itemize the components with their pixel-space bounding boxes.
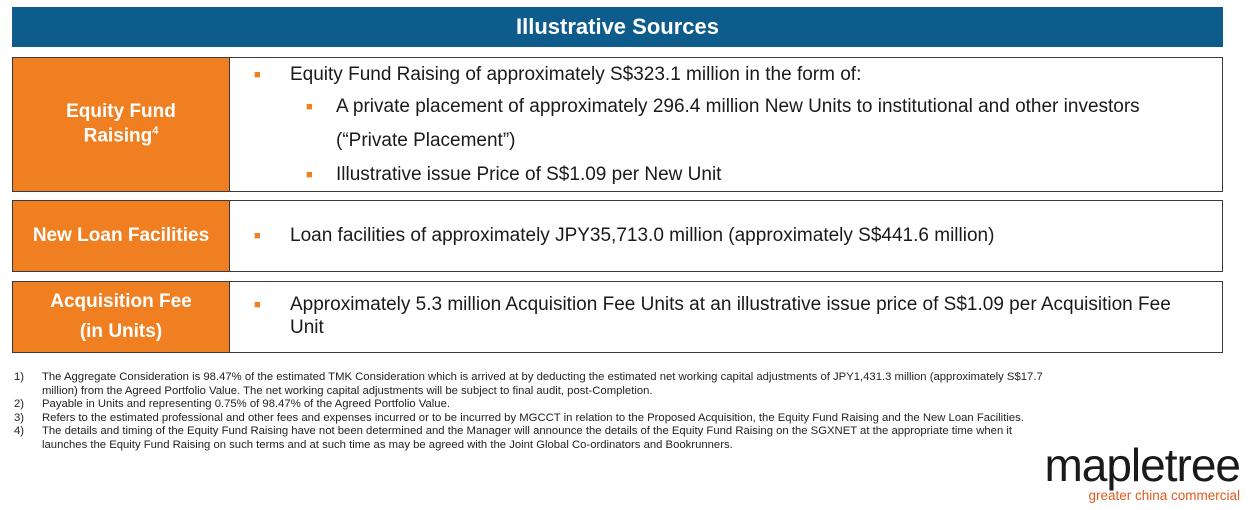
footnote-item xyxy=(14,425,1044,452)
footnote-text: The details and timing of the Equity Fund Raising have not been determined and the Manager will announce the details of the Equity Fund Raising on the SGXNET at the appropriate time when it launches the Equity Fund Raising on such terms and at such time as may be agreed with the Joint Global Co-ordinators and Bookrunners. xyxy=(42,425,1013,451)
sub-bullet-text: A private placement of approximately 296.4 million New Units to institutional and other investors xyxy=(336,96,1140,118)
label-line-1: Equity Fund xyxy=(66,100,176,122)
page-title: Illustrative Sources xyxy=(12,7,1223,47)
square-bullet-icon: ■ xyxy=(254,69,261,81)
label-line-2: (in Units) xyxy=(79,321,163,342)
acquisition-fee-label xyxy=(13,282,229,352)
acquisition-fee-row xyxy=(12,281,1223,353)
bullet-item xyxy=(252,64,1200,96)
label-line-1: Acquisition Fee xyxy=(50,290,192,312)
square-bullet-icon: ■ xyxy=(254,299,261,312)
bullet-spacer xyxy=(304,130,336,135)
bullet-item xyxy=(252,225,1200,247)
footnote-item xyxy=(14,371,1044,398)
new-loan-facilities-label xyxy=(13,201,229,271)
equity-fund-raising-row xyxy=(12,57,1223,192)
new-loan-facilities-row xyxy=(12,200,1223,272)
sub-bullet-continuation xyxy=(252,130,1200,164)
footnote-number: 3) xyxy=(14,411,25,424)
footnote-text: Payable in Units and representing 0.75% of 98.47% of the Agreed Portfolio Value. xyxy=(42,398,451,410)
square-bullet-icon: ■ xyxy=(254,230,261,242)
bullet-text: Equity Fund Raising of approximately S$323.1 million in the form of: xyxy=(290,64,862,85)
footnote-ref: 4 xyxy=(152,125,159,138)
equity-fund-raising-content xyxy=(229,58,1222,191)
bullet-item xyxy=(252,294,1200,340)
square-bullet-icon: ■ xyxy=(306,101,313,114)
footnote-item xyxy=(14,412,1044,426)
equity-fund-raising-label xyxy=(13,58,229,191)
sub-bullet-text: Illustrative issue Price of S$1.09 per New Unit xyxy=(336,164,722,186)
sub-bullet-item xyxy=(252,96,1200,130)
footnotes xyxy=(14,371,1044,452)
footnote-number: 2) xyxy=(14,398,25,410)
footnote-text: Refers to the estimated professional and other fees and expenses incurred or to be incurred by MGCCT in relation to the Proposed Acquisition, the Equity Fund Raising and the New Loan Facilities. xyxy=(42,411,1024,424)
label-text: New Loan Facilities xyxy=(32,224,210,246)
label-line-2-text: Raising xyxy=(83,125,153,147)
square-bullet-icon: ■ xyxy=(306,169,313,182)
sub-bullet-text: (“Private Placement”) xyxy=(336,130,516,152)
bullet-text: Loan facilities of approximately JPY35,713.0 million (approximately S$441.6 million) xyxy=(290,225,995,246)
logo-wordmark: mapletree xyxy=(1044,439,1240,491)
logo-tagline: greater china commercial xyxy=(1088,488,1240,503)
footnote-item xyxy=(14,398,1044,412)
footnote-number: 1) xyxy=(14,371,25,383)
label-line-2 xyxy=(84,124,159,149)
sub-bullet-item xyxy=(252,164,1200,191)
footnote-text: The Aggregate Consideration is 98.47% of the estimated TMK Consideration which is arrived at by deducting the estimated net working capital adjustments of JPY1,431.3 million (approximately S$17.7 million) from the Agreed Portfolio Value. The net working capital adjustments will be subject to final audit, post-Completion. xyxy=(42,371,1043,397)
mapletree-logo xyxy=(1040,439,1240,503)
new-loan-facilities-content xyxy=(229,201,1222,271)
bullet-text: Approximately 5.3 million Acquisition Fee Units at an illustrative issue price of S$1.09 per Acquisition Fee Unit xyxy=(290,294,1171,338)
footnote-number: 4) xyxy=(14,425,25,437)
acquisition-fee-content xyxy=(229,282,1222,352)
